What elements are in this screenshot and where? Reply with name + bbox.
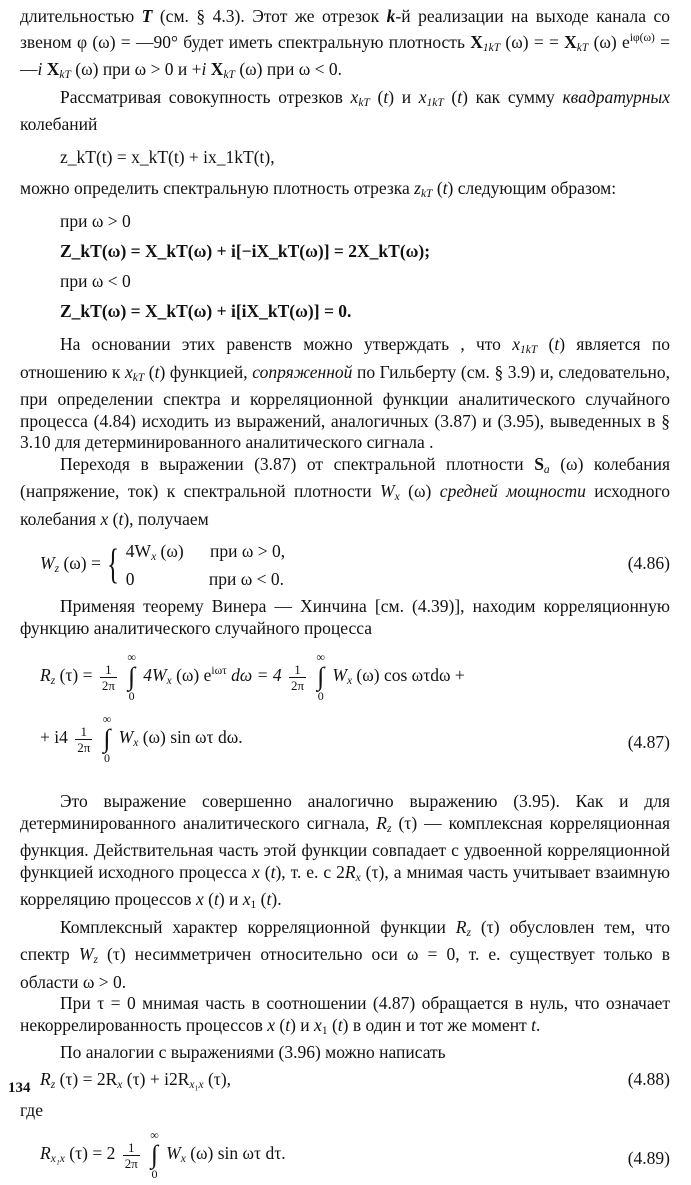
equation-Z-negative: Z_kT(ω) = X_kT(ω) + i[iX_kT(ω)] = 0. bbox=[60, 301, 352, 321]
equation-Z-positive: Z_kT(ω) = X_kT(ω) + i[−iX_kT(ω)] = 2X_kT(ω); bbox=[60, 241, 431, 261]
where-label: где bbox=[20, 1099, 43, 1120]
page-body bbox=[20, 6, 670, 1185]
paragraph-5: Переходя в выражении (3.87) от спектральной плотности $S_a$ (ω) колебания (напряжение, ток) к спектральной плотности $W_x$ (ω) средней мощности исходного колебания x (t), получаем bbox=[20, 453, 671, 529]
paragraph-2: Рассматривая совокупность отрезков $x_{kT}$ (t) и $x_{1kT}$ (t) как сумму квадратурных колебаний bbox=[20, 86, 671, 134]
paragraph-7: Это выражение совершенно аналогично выражению (3.95). Как и для детерминированного аналитического сигнала, $R_z$ (τ) — комплексная корреляционная функция. Действительная часть этой функции совпадает с удвоенной корреляционной функцией исходного процесса x (t), т. е. с $2R_x$ (τ), а мнимая часть учитывает взаимную корреляцию процессов x (t) и $x_1$ (t). bbox=[20, 791, 671, 911]
equation-number-4-89: (4.89) bbox=[627, 1148, 670, 1168]
page-number: 134 bbox=[8, 1080, 31, 1096]
equation-4-86: $W_z$ (ω) = { $4W_x$ (ω) при ω > 0, 0 при ω < 0. (4.86) bbox=[40, 541, 670, 589]
paragraph-10: По аналогии с выражениями (3.96) можно написать bbox=[60, 1042, 446, 1062]
equation-4-87-line1: $R_z$ (τ) = $\frac{1}{2\pi}$ ∞ ∫ 0 $4W_x$ (ω) $e^{i\omega\tau}$ dω = 4 $\frac{1}{2\pi}$ ∞ ∫ 0 $W_x$ (ω) cos ωτdω + bbox=[40, 650, 465, 703]
paragraph-9: При τ = 0 мнимая часть в соотношении (4.87) обращается в нуль, что означает некоррелированность процессов x (t) и $x_1$ (t) в один и тот же момент t. bbox=[20, 993, 670, 1037]
equation-number-4-87: (4.87) bbox=[627, 732, 670, 752]
equation-4-87-line2: + i4 $\frac{1}{2\pi}$ ∞ ∫ 0 $W_x$ (ω) sin ωτ dω. (4.87) bbox=[40, 712, 670, 765]
paragraph-3: можно определить спектральную плотность отрезка $z_{kT}$ (t) следующим образом: bbox=[20, 177, 617, 200]
paragraph-1: длительностью T (см. § 4.3). Этот же отрезок k-й реализации на выходе канала со звеном φ (ω) = —90° будет иметь спектральную плотность $X_{1kT}$ (ω) = = $X_{kT}$ (ω) $e^{i\varphi(\omega)}$ = —i $X_{kT}$ (ω) при ω > 0 и +i $X_{kT}$ (ω) при ω < 0. bbox=[20, 6, 671, 81]
equation-number-4-86: (4.86) bbox=[627, 553, 670, 573]
condition-negative: при ω < 0 bbox=[60, 271, 131, 291]
equation-z: z_kT(t) = x_kT(t) + ix_1kT(t), bbox=[60, 146, 275, 167]
paragraph-6: Применяя теорему Винера — Хинчина [см. (4.39)], находим корреляционную функцию аналитического случайного процесса bbox=[20, 596, 670, 638]
condition-positive: при ω > 0 bbox=[60, 211, 131, 231]
paragraph-4: На основании этих равенств можно утверждать , что $x_{1kT}$ (t) является по отношению к $x_{kT}$ (t) функцией, сопряженной по Гильберту (см. § 3.9) и, следовательно, при определении спектра и корреляционной функции аналитического случайного процесса (4.84) исходить из выражений, аналогичных (3.87) и (3.95), выведенных в § 3.10 для детерминированного аналитического сигнала . bbox=[20, 334, 671, 452]
equation-number-4-88: (4.88) bbox=[627, 1068, 670, 1089]
paragraph-8: Комплексный характер корреляционной функции $R_z$ (τ) обусловлен тем, что спектр $W_z$ (τ) несимметричен относительно оси ω = 0, т. е. существует только в области ω > 0. bbox=[20, 916, 671, 992]
equation-4-89: $R_{x_1x}$ (τ) = 2 $\frac{1}{2\pi}$ ∞ ∫ 0 $W_x$ (ω) sin ωτ dτ. (4.89) bbox=[40, 1128, 670, 1181]
equation-4-88: $R_z$ $(\tau) = 2R_x$ $(\tau) + i2R_{x_1x}$ (τ), (4.88) bbox=[40, 1068, 670, 1091]
